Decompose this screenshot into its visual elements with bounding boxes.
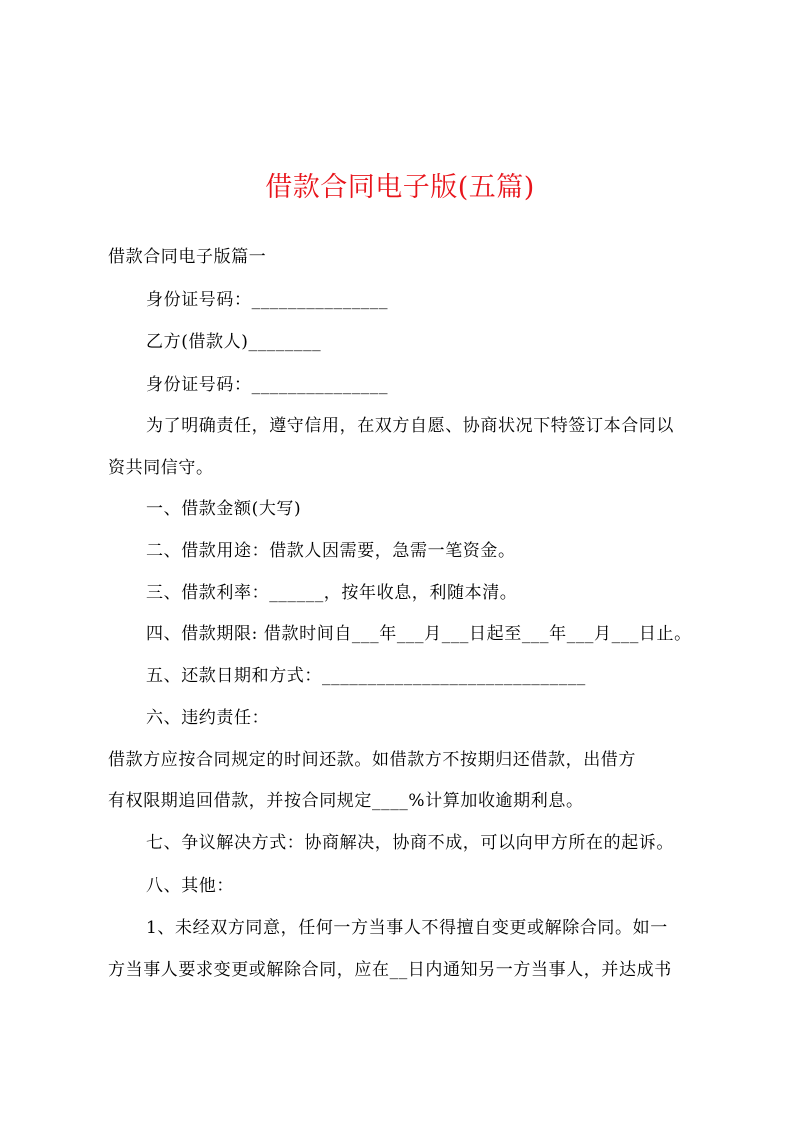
- clause-repayment: 五、还款日期和方式：_____________________________: [146, 666, 586, 686]
- breach-text-line-2: 有权限期追回借款，并按合同规定____%计算加收逾期利息。: [108, 791, 584, 811]
- clause-loan-purpose: 二、借款用途：借款人因需要，急需一笔资金。: [146, 541, 516, 561]
- clause-breach-heading: 六、违约责任：: [146, 708, 270, 728]
- other-text-line-1: 1、未经双方同意，任何一方当事人不得擅自变更或解除合同。如一: [146, 918, 668, 938]
- clause-dispute: 七、争议解决方式：协商解决，协商不成，可以向甲方所在的起诉。: [146, 833, 674, 853]
- party-b-borrower-line: 乙方(借款人)________: [146, 332, 322, 352]
- section-heading-part-one: 借款合同电子版篇一: [108, 247, 267, 267]
- document-title: 借款合同电子版(五篇): [265, 172, 535, 203]
- preamble-line-2: 资共同信守。: [108, 458, 214, 478]
- clause-other-heading: 八、其他：: [146, 876, 234, 896]
- id-number-line-1: 身份证号码：_______________: [146, 290, 389, 310]
- clause-interest-rate: 三、借款利率：______，按年收息，利随本清。: [146, 583, 518, 603]
- other-text-line-2: 方当事人要求变更或解除合同，应在__日内通知另一方当事人，并达成书: [108, 960, 672, 980]
- breach-text-line-1: 借款方应按合同规定的时间还款。如借款方不按期归还借款，出借方: [108, 750, 636, 770]
- clause-loan-amount: 一、借款金额(大写): [146, 499, 302, 519]
- clause-loan-term: 四、借款期限: 借款时间自___年___月___日起至___年___月___日止。: [146, 624, 692, 644]
- id-number-line-2: 身份证号码：_______________: [146, 375, 389, 395]
- preamble-line-1: 为了明确责任，遵守信用，在双方自愿、协商状况下特签订本合同以: [146, 416, 674, 436]
